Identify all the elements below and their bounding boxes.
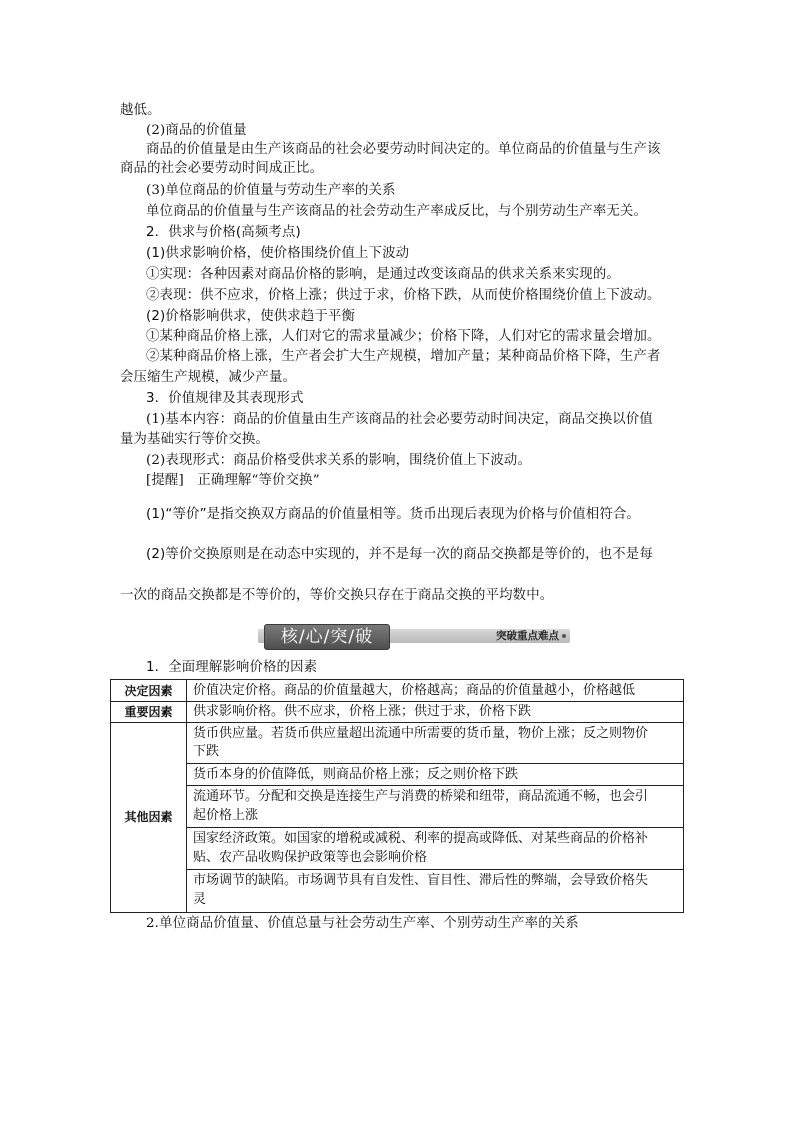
text-line: (1)“等价”是指交换双方商品的价值量相等。货币出现后表现为价格与价值相符合。 [146,507,640,522]
text-line: 单位商品的价值量与生产该商品的社会劳动生产率成反比，与个别劳动生产率无关。 [146,204,648,219]
factor-label: 重要因素 [124,705,173,719]
factor-text: 贴、农产品收购保护政策等也会影响价格 [193,850,428,865]
bullet-dot-icon [562,634,566,638]
table-rule [186,785,683,786]
factor-text: 货币本身的价值降低，则商品价格上涨；反之则价格下跌 [193,767,519,782]
text-line: 越低。 [120,103,161,118]
text-line: 商品的社会必要劳动时间成正比。 [120,161,324,176]
text-line: (2)等价交换原则是在动态中实现的，并不是每一次的商品交换都是等价的，也不是每 [146,547,653,562]
text-line: (1)基本内容：商品的价值量由生产该商品的社会必要劳动时间决定，商品交换以价值 [146,412,653,427]
text-line: ①实现：各种因素对商品价格的影响，是通过改变该商品的供求关系来实现的。 [146,267,620,282]
factor-text: 市场调节的缺陷。市场调节具有自发性、盲目性、滞后性的弊端，会导致价格失 [193,873,649,888]
table-heading: 1．全面理解影响价格的因素 [146,660,318,675]
text-line: ①某种商品价格上涨，人们对它的需求量减少；价格下降，人们对它的需求量会增加。 [146,329,661,344]
factor-text: 国家经济政策。如国家的增税或减税、利率的提高或降低、对某些商品的价格补 [193,831,649,846]
text-line: ②表现：供不应求，价格上涨；供过于求，价格下跌，从而使价格围绕价值上下波动。 [146,288,661,303]
banner-subtitle-text: 突破重点难点 [496,630,559,642]
factor-text: 起价格上涨 [193,808,259,823]
text-line: 会压缩生产规模，减少产量。 [120,370,297,385]
section-heading: 2．供求与价格(高频考点) [146,225,301,240]
table-rule [186,869,683,870]
subheading: (3)单位商品的价值量与劳动生产率的关系 [146,183,396,198]
text-line: ②某种商品价格上涨，生产者会扩大生产规模，增加产量；某种商品价格下降，生产者 [146,349,661,364]
factor-text: 货币供应量。若货币供应量超出流通中所需要的货币量，物价上涨；反之则物价 [193,726,649,741]
text-line: 一次的商品交换都是不等价的，等价交换只存在于商品交换的平均数中。 [120,588,554,603]
section-heading: 3．价值规律及其表现形式 [146,391,304,406]
factor-text: 下跌 [193,744,220,759]
factor-text: 灵 [193,892,207,907]
table-rule [186,763,683,764]
text-line: (2)表现形式：商品价格受供求关系的影响，围绕价值上下波动。 [146,453,532,468]
banner-title: 核/心/突/破 [264,624,390,650]
factor-label: 决定因素 [124,684,173,698]
factor-text: 价值决定价格。商品的价值量越大，价格越高；商品的价值量越小，价格越低 [193,683,636,698]
factor-label: 其他因素 [124,810,173,824]
text-line: 商品的价值量是由生产该商品的社会必要劳动时间决定的。单位商品的价值量与生产该 [146,142,661,157]
price-factors-table [110,679,684,913]
section-banner [252,624,570,648]
subheading: (2)价格影响供求，使供求趋于平衡 [146,309,355,324]
table-rule [186,827,683,828]
subheading: (1)供求影响价格，使价格围绕价值上下波动 [146,246,410,261]
factor-text: 流通环节。分配和交换是连接生产与消费的桥梁和纽带，商品流通不畅，也会引 [193,789,649,804]
subheading: (2)商品的价值量 [146,123,247,138]
section-heading: 2.单位商品价值量、价值总量与社会劳动生产率、个别劳动生产率的关系 [146,916,579,931]
banner-subtitle [496,629,566,643]
reminder-heading: [提醒] 正确理解“等价交换” [146,473,320,488]
text-line: 量为基础实行等价交换。 [120,432,269,447]
factor-text: 供求影响价格。供不应求，价格上涨；供过于求，价格下跌 [193,704,532,719]
table-rule [111,722,683,723]
